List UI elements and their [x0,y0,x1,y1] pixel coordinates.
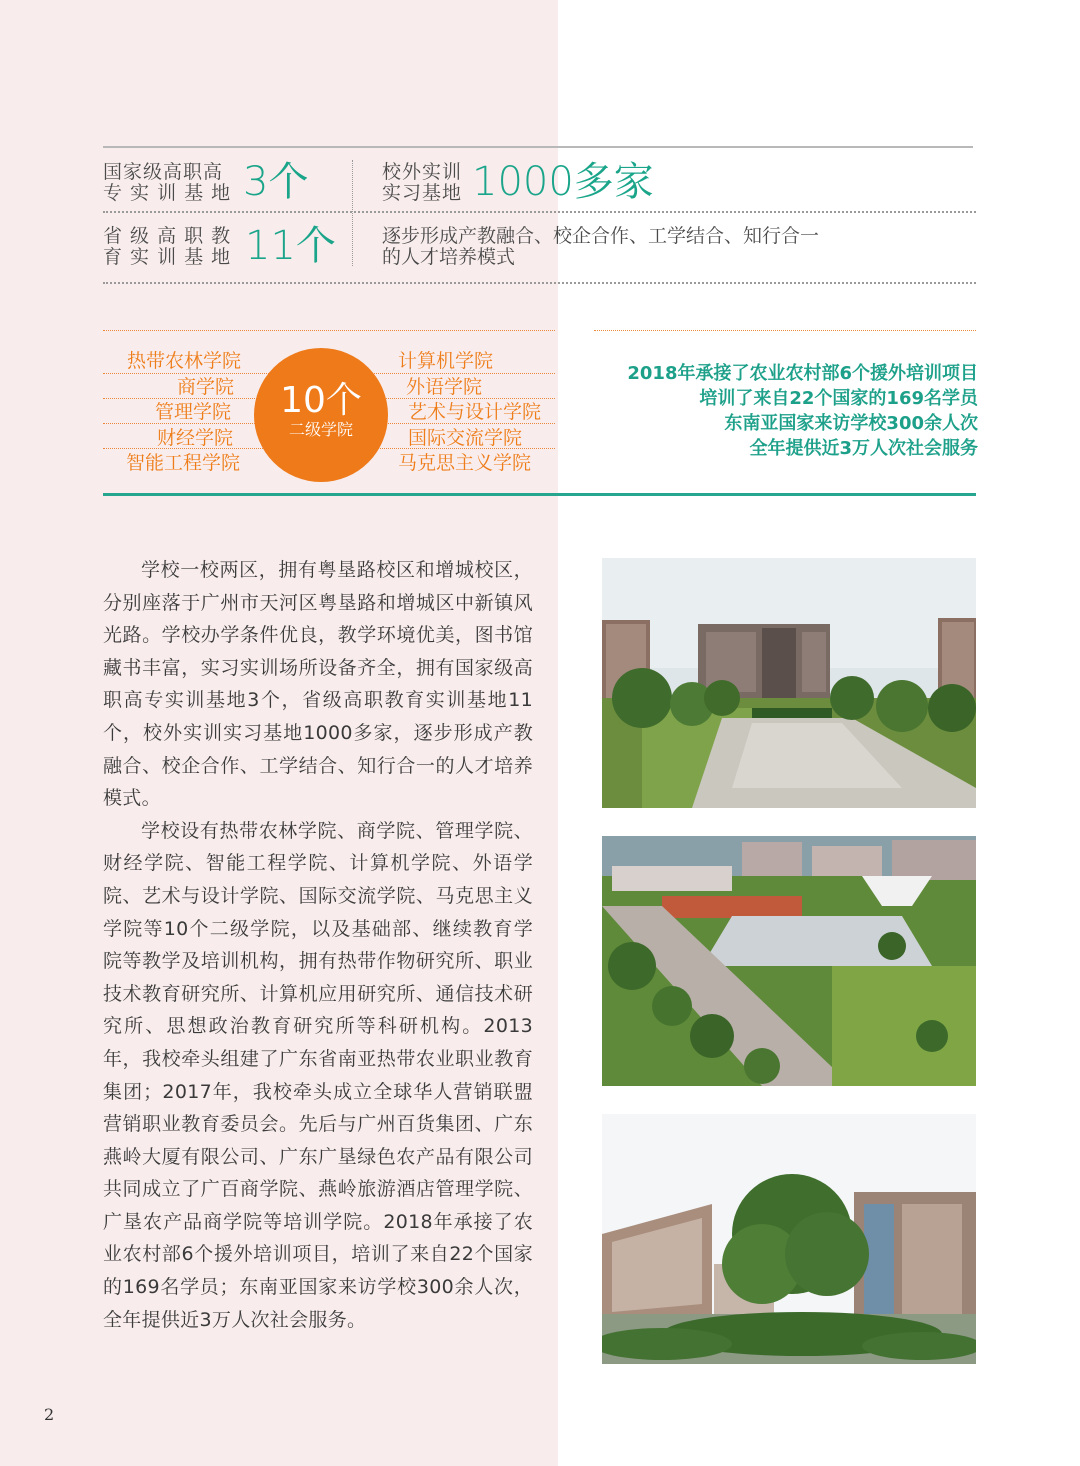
stats-top-rule [103,146,973,148]
highlights-top-rule [594,330,976,331]
stat-national-value: 3个 [243,159,309,205]
stat-national-label [103,162,231,204]
highlight-line: 2018年承接了农业农村部6个援外培训项目 [627,363,978,384]
page-number: 2 [44,1405,55,1424]
campus-gate-illustration [602,558,976,808]
college-item: 艺术与设计学院 [408,401,542,423]
college-item: 热带农林学院 [127,350,242,372]
college-item: 计算机学院 [398,350,494,372]
stat-external-label [382,162,462,204]
stats-vertical-divider [352,160,353,266]
section-divider [103,493,976,496]
label-line: 育 实 训 基 地 [103,246,232,268]
highlight-line: 培训了来自22个国家的169名学员 [699,388,978,409]
college-item: 管理学院 [155,401,232,423]
paragraph: 学校设有热带农林学院、商学院、管理学院、财经学院、智能工程学院、计算机学院、外语学院、艺术与设计学院、国际交流学院、马克思主义学院等10个二级学院，以及基础部、继续教育学院等教学及培训机构，拥有热带作物研究所、职业技术教育研究所、计算机应用研究所、通信技术研究所、思想政治教育研究所等科研机构。2013年，我校牵头组建了广东省南亚热带农业职业教育集团；2017年，我校牵头成立全球华人营销联盟营销职业教育委员会。先后与广州百货集团、广东燕岭大厦有限公司、广东广垦绿色农产品有限公司共同成立了广百商学院、燕岭旅游酒店管理学院、广垦农产品商学院等培训学院。2018年承接了农业农村部6个援外培训项目，培训了来自22个国家的169名学员；东南亚国家来访学校300余人次，全年提供近3万人次社会服务。 [103,819,533,1331]
label-line: 校外实训 [382,161,463,183]
label-line: 国家级高职高 [103,161,224,183]
label-line: 省 级 高 职 教 [103,225,232,247]
colleges-count-badge [254,348,388,482]
college-item: 财经学院 [157,427,234,449]
campus-aerial-illustration [602,836,976,1086]
desc-line: 的人才培养模式 [382,246,516,268]
desc-line: 逐步形成产教融合、校企合作、工学结合、知行合一 [382,225,820,247]
colleges-count-label: 二级学院 [288,420,353,439]
stat-external-value: 1000多家 [472,159,654,205]
colleges-count: 10个 [280,380,362,421]
stat-provincial-label [103,226,231,268]
college-item: 智能工程学院 [126,452,241,474]
stat-model-description [382,226,819,268]
label-line: 实习基地 [382,182,463,204]
label-line: 专 实 训 基 地 [103,182,232,204]
paragraph: 学校一校两区，拥有粤垦路校区和增城校区，分别座落于广州市天河区粤垦路和增城区中新镇风光路。学校办学条件优良，教学环境优美，图书馆藏书丰富，实习实训场所设备齐全，拥有国家级高职高专实训基地3个，省级高职教育实训基地11个，校外实训实习基地1000多家，逐步形成产教融合、校企合作、工学结合、知行合一的人才培养模式。 [103,559,533,810]
body-text [103,554,533,1336]
college-item: 商学院 [177,376,235,398]
highlight-line: 全年提供近3万人次社会服务 [749,438,978,459]
campus-photo-aerial [602,836,976,1086]
college-item: 外语学院 [406,376,483,398]
colleges-top-rule [103,330,555,331]
campus-photo-buildings [602,1114,976,1364]
highlight-line: 东南亚国家来访学校300余人次 [724,413,978,434]
campus-photo-gate [602,558,976,808]
campus-buildings-illustration [602,1114,976,1364]
stats-mid-divider [103,211,976,213]
college-item: 国际交流学院 [408,427,523,449]
stats-bottom-divider [103,282,976,284]
college-item: 马克思主义学院 [398,452,532,474]
stat-provincial-value: 11个 [245,223,336,269]
